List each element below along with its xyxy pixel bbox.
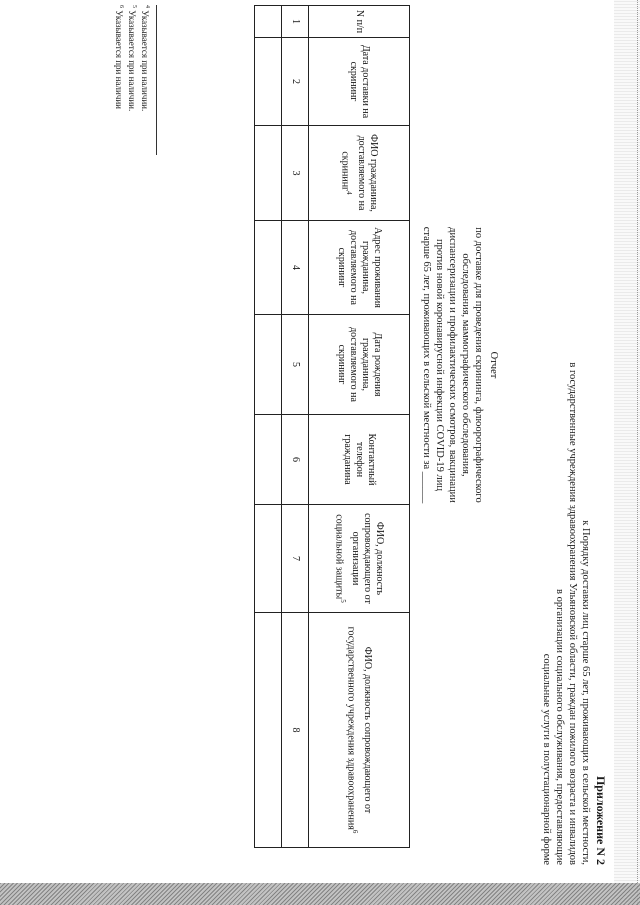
- header-cell-social-escort: ФИО, должность сопровождающего от организации социальной защиты$^5$: [309, 505, 410, 613]
- column-number: 4: [282, 221, 309, 315]
- column-number: 7: [282, 505, 309, 613]
- header-cell-health-escort: ФИО, должность сопровождающего от государственного учреждения здравоохранения$^6$: [309, 613, 410, 848]
- footnotes: [113, 5, 152, 111]
- table-cell: [255, 505, 282, 613]
- report-table: [254, 5, 410, 848]
- footnote: $^6$ Указывается при наличии: [114, 5, 124, 109]
- table-cell: [255, 126, 282, 221]
- scan-edge-dots: [636, 0, 638, 905]
- appendix-line: социальные услуги в полустационарной форме: [541, 653, 552, 865]
- column-number: 1: [282, 6, 309, 38]
- column-number: 3: [282, 126, 309, 221]
- table-cell: [255, 6, 282, 38]
- column-number: 2: [282, 38, 309, 126]
- column-number: 6: [282, 415, 309, 505]
- scan-edge-bottom: [0, 883, 640, 905]
- report-line: против новой коронавирусной инфекции COVID-19 лиц: [434, 239, 445, 491]
- header-cell-address: Адрес проживания гражданина, доставляемого на скрининг: [309, 221, 410, 315]
- table-cell: [255, 221, 282, 315]
- table-cell: [255, 38, 282, 126]
- header-cell-birthdate: Дата рождения гражданина, доставляемого на скрининг: [309, 315, 410, 415]
- report-title-block: [420, 215, 500, 515]
- appendix-line: в государственные учреждения здравоохранения Ульяновской области, граждан пожилого возраста и инвалидов: [567, 362, 578, 865]
- report-line: диспансеризации и профилактических осмотров, вакцинации: [447, 227, 458, 503]
- header-cell-number: N п/п: [309, 6, 410, 38]
- table-cell: [255, 315, 282, 415]
- appendix-line: в организации социального обслуживания, предоставляющие: [554, 589, 565, 865]
- appendix-subtitle: [540, 305, 592, 865]
- column-number: 8: [282, 613, 309, 848]
- header-cell-citizen-name: ФИО гражданина, доставляемого на скрининг$^4$: [309, 126, 410, 221]
- appendix-line: к Порядку доставки лиц старше 65 лет, проживающих в сельской местности,: [580, 520, 591, 865]
- table-header-row: [309, 6, 410, 848]
- footnote: $^4$ Указывается при наличии.: [140, 5, 150, 112]
- header-cell-phone: Контактный телефон гражданина: [309, 415, 410, 505]
- footnote-divider: [156, 5, 157, 155]
- footnote: $^5$ Указывается при наличии.: [127, 5, 137, 112]
- appendix-title: Приложение N 2: [594, 775, 608, 865]
- table-row: [255, 6, 282, 848]
- report-line: по доставке для проведения скрининга, флюорографического: [473, 227, 484, 503]
- table-number-row: [282, 6, 309, 848]
- table-cell: [255, 415, 282, 505]
- table-cell: [255, 613, 282, 848]
- column-number: 5: [282, 315, 309, 415]
- report-line: обследования, маммографического обследования,: [460, 253, 471, 477]
- report-line: старше 65 лет, проживающих в сельской местности за ______: [421, 226, 432, 504]
- header-cell-date: Дата доставки на скрининг: [309, 38, 410, 126]
- rotated-document-page: [30, 5, 620, 885]
- report-heading: Отчет: [488, 351, 499, 379]
